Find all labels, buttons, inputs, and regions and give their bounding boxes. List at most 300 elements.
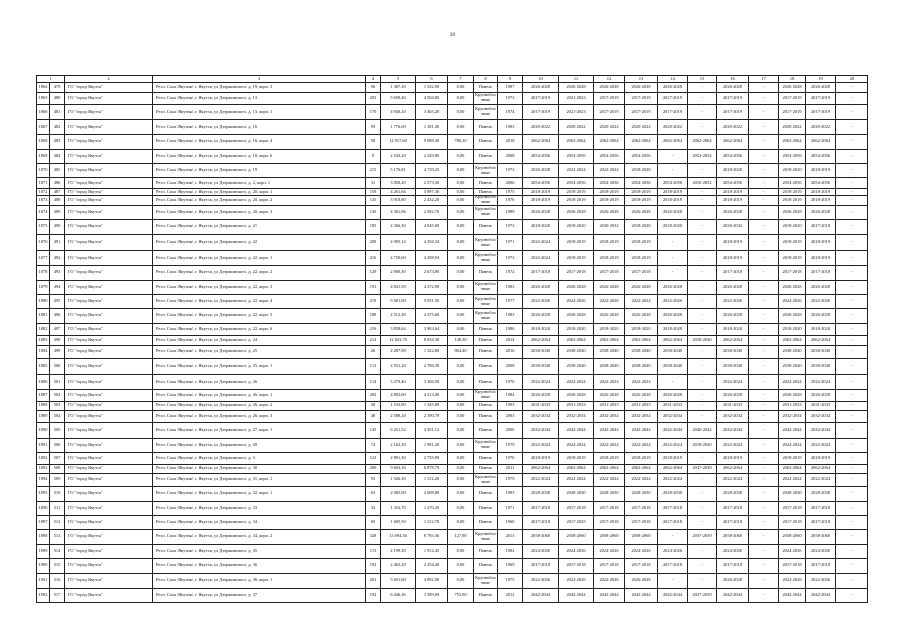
header-cell: 10 xyxy=(522,75,558,82)
header-cell: 2 xyxy=(64,75,152,82)
table-cell: 2022-2024 xyxy=(522,234,558,250)
table-cell: 2022-2026 xyxy=(805,573,835,588)
table-cell: 2 588,20 xyxy=(380,410,415,423)
table-cell: 2014 xyxy=(497,335,522,345)
table-cell: 2018-2019 xyxy=(778,234,805,250)
table-cell: 2026-2028 xyxy=(593,205,624,219)
table-cell: 2018-2019 xyxy=(593,234,624,250)
table-cell: 2018-2020 xyxy=(805,323,835,335)
table-cell: 2017-2018 xyxy=(624,265,657,280)
table-cell: 6 251,52 xyxy=(380,422,415,438)
table-cell: - xyxy=(687,265,716,280)
table-cell: ГО "город Якутск" xyxy=(64,308,152,323)
table-cell: 2058-2060 xyxy=(716,529,748,544)
table-cell: 493 xyxy=(49,265,64,280)
table-cell: 2054-2056 xyxy=(558,177,593,188)
table-cell: 2042-2044 xyxy=(522,588,558,604)
table-cell: Панель xyxy=(473,515,497,529)
table-cell: 2022-2024 xyxy=(593,473,624,486)
table-cell: 2062-2064 xyxy=(805,134,835,149)
table-cell: 2028-2030 xyxy=(593,486,624,501)
table-cell: 0,00 xyxy=(447,82,473,92)
table-cell: 2 390,70 xyxy=(415,410,447,423)
table-cell: 2 900,30 xyxy=(380,265,415,280)
table-cell: ГО "город Якутск" xyxy=(64,219,152,235)
table-cell: 4 504,80 xyxy=(415,92,447,105)
table-cell: 2 432,20 xyxy=(415,195,447,205)
table-cell: 1983 xyxy=(497,308,522,323)
table-cell: 2024-2026 xyxy=(716,544,748,559)
table-cell: 1864 xyxy=(36,82,49,92)
table-cell: 3 918,80 xyxy=(380,195,415,205)
table-cell: 0,00 xyxy=(447,265,473,280)
table-cell: - xyxy=(835,92,868,105)
table-cell: - xyxy=(687,308,716,323)
table-row xyxy=(36,119,868,134)
table-cell: 2022-2024 xyxy=(522,250,558,265)
table-cell: Крупноблочные xyxy=(473,205,497,219)
table-cell: 2018-2019 xyxy=(716,250,748,265)
table-cell: 0,00 xyxy=(447,464,473,474)
table-cell: 3 465,20 xyxy=(415,104,447,119)
table-cell: - xyxy=(687,573,716,588)
table-cell: 2054-2056 xyxy=(624,177,657,188)
table-cell: Респ. Саха /Якутия/, г. Якутск, ул Дзержинского, д. 22, корп. 3 xyxy=(152,280,365,295)
table-cell: 1979 xyxy=(497,473,522,486)
table-cell: 501 xyxy=(49,374,64,389)
table-cell: 2 008,80 xyxy=(415,486,447,501)
table-cell: 2017-2018 xyxy=(522,558,558,573)
table-cell: - xyxy=(687,205,716,219)
table-cell: 63 xyxy=(365,486,380,501)
table-cell: 2042-2044 xyxy=(657,588,687,604)
table-cell: 1883 xyxy=(36,335,49,345)
table-cell: 2018-2019 xyxy=(522,188,558,195)
table-cell: - xyxy=(835,358,868,374)
table-cell: Респ. Саха /Якутия/, г. Якутск, ул Дзержинского, д. 22, корп. 1 xyxy=(152,250,365,265)
table-cell: 9 603,30 xyxy=(380,464,415,474)
table-cell: 1897 xyxy=(36,515,49,529)
table-cell: 2022-2026 xyxy=(593,573,624,588)
table-cell: 2037-2039 xyxy=(687,529,716,544)
table-cell: ГО "город Якутск" xyxy=(64,452,152,464)
table-cell: Респ. Саха /Якутия/, г. Якутск, ул Дзержинского, д. 30 xyxy=(152,464,365,474)
table-cell: - xyxy=(657,573,687,588)
table-cell: 12 023,70 xyxy=(380,335,415,345)
table-cell: - xyxy=(835,234,868,250)
table-cell: 2031-2033 xyxy=(558,401,593,410)
table-cell: Респ. Саха /Якутия/, г. Якутск, ул Дзержинского, д. 34 xyxy=(152,515,365,529)
table-cell: 31 xyxy=(365,177,380,188)
table-cell: 2026-2028 xyxy=(558,389,593,401)
table-cell: Респ. Саха /Якутия/, г. Якутск, ул Дзержинского, д. 37 xyxy=(152,588,365,604)
table-cell: 495 xyxy=(49,294,64,308)
table-cell: 2017-2018 xyxy=(558,501,593,516)
table-cell: 2022-2024 xyxy=(624,438,657,453)
table-cell: Панель xyxy=(473,452,497,464)
table-cell: 2030-2032 xyxy=(593,219,624,235)
table-cell: 3 897,30 xyxy=(415,188,447,195)
table-cell: 2026-2028 xyxy=(805,280,835,295)
table-cell: - xyxy=(835,438,868,453)
table-cell: 2003 xyxy=(497,410,522,423)
table-cell: 2026-2028 xyxy=(716,82,748,92)
table-cell: Респ. Саха /Якутия/, г. Якутск, ул Дзержинского, д. 33 xyxy=(152,501,365,516)
table-cell: 2026-2028 xyxy=(778,389,805,401)
table-cell: 1879 xyxy=(36,280,49,295)
table-cell: 479 xyxy=(49,82,64,92)
table-cell: 129 xyxy=(365,265,380,280)
table-cell: 2028-2030 xyxy=(778,486,805,501)
table-cell: 2 891,30 xyxy=(380,452,415,464)
table-cell: - xyxy=(748,265,778,280)
table-cell: 1 181,30 xyxy=(415,119,447,134)
table-cell: 4 802,60 xyxy=(380,389,415,401)
table-cell: - xyxy=(657,250,687,265)
table-cell: Крупноблочные xyxy=(473,195,497,205)
table-cell: 1984 xyxy=(497,389,522,401)
table-cell: - xyxy=(748,92,778,105)
table-cell: 3 858,64 xyxy=(380,323,415,335)
table-cell: 1874 xyxy=(36,205,49,219)
table-cell: - xyxy=(835,473,868,486)
table-cell: 2018-2019 xyxy=(657,195,687,205)
table-cell: 2018-2019 xyxy=(805,250,835,265)
table-cell: 2031-2033 xyxy=(716,401,748,410)
table-cell: 2018-2019 xyxy=(624,250,657,265)
table-cell: 1 316,70 xyxy=(380,501,415,516)
table-cell: 503 xyxy=(49,401,64,410)
table-cell: 1902 xyxy=(36,588,49,604)
table-cell: - xyxy=(835,119,868,134)
table-cell: 2018-2020 xyxy=(624,323,657,335)
table-cell: Респ. Саха /Якутия/, г. Якутск, ул Дзержинского, д. 22 xyxy=(152,234,365,250)
table-cell: 2026-2028 xyxy=(805,308,835,323)
table-cell: 515 xyxy=(49,558,64,573)
table-cell: 0,00 xyxy=(447,280,473,295)
table-cell: - xyxy=(748,82,778,92)
table-cell: 4 294,34 xyxy=(415,234,447,250)
table-cell: 2031-2033 xyxy=(805,401,835,410)
table-cell: 1976 xyxy=(497,374,522,389)
table-cell: 482 xyxy=(49,119,64,134)
table-cell: Респ. Саха /Якутия/, г. Якутск, ул Дзержинского, д. 25 xyxy=(152,345,365,359)
table-cell: ГО "город Якутск" xyxy=(64,464,152,474)
table-cell: 2032-2034 xyxy=(805,410,835,423)
header-cell: 6 xyxy=(415,75,447,82)
table-cell: 58 xyxy=(365,134,380,149)
table-cell: 2024-2026 xyxy=(558,544,593,559)
table-cell: 2017-2018 xyxy=(805,558,835,573)
table-cell: 2022-2024 xyxy=(558,438,593,453)
table-cell: 2030-2032 xyxy=(716,219,748,235)
table-cell: 2032-2034 xyxy=(593,410,624,423)
table-cell: 2018-2019 xyxy=(657,188,687,195)
table-cell: Респ. Саха /Якутия/, г. Якутск, ул Дзержинского, д. 22, корп. 4 xyxy=(152,294,365,308)
header-cell: 4 xyxy=(365,75,380,82)
table-cell: Респ. Саха /Якутия/, г. Якутск, ул Дзержинского, д. 31, корп. 1 xyxy=(152,473,365,486)
table-cell: 2054-2056 xyxy=(778,149,805,164)
table-cell: 1 512,20 xyxy=(415,473,447,486)
table-cell: 2042-2044 xyxy=(558,422,593,438)
table-cell: 2062-2064 xyxy=(687,134,716,149)
table-cell: 2031-2033 xyxy=(657,401,687,410)
table-cell: 5 601,60 xyxy=(380,573,415,588)
table-cell: 4 361,06 xyxy=(380,205,415,219)
table-cell: 485 xyxy=(49,163,64,177)
table-cell: 215 xyxy=(365,163,380,177)
table-cell: 2042-2044 xyxy=(624,588,657,604)
table-cell: 2017-2019 xyxy=(624,92,657,105)
table-cell: - xyxy=(687,195,716,205)
table-cell: 3 589,09 xyxy=(415,588,447,604)
table-cell: 2026-2028 xyxy=(716,389,748,401)
table-cell: - xyxy=(835,195,868,205)
table-cell: 191 xyxy=(365,280,380,295)
table-cell: - xyxy=(748,374,778,389)
table-cell: - xyxy=(748,438,778,453)
table-cell: - xyxy=(748,452,778,464)
table-cell: 0,00 xyxy=(447,188,473,195)
table-cell: 209 xyxy=(365,234,380,250)
table-cell: 2032-2034 xyxy=(778,410,805,423)
table-cell: 1893 xyxy=(36,464,49,474)
table-cell: - xyxy=(657,149,687,164)
table-cell: 2022-2026 xyxy=(522,294,558,308)
table-cell: Панель xyxy=(473,265,497,280)
table-cell: 0,00 xyxy=(447,486,473,501)
header-cell: 17 xyxy=(748,75,778,82)
table-cell: - xyxy=(687,558,716,573)
table-cell: Панель xyxy=(473,422,497,438)
table-cell: 2026-2028 xyxy=(716,205,748,219)
table-cell: - xyxy=(835,265,868,280)
table-row xyxy=(36,205,868,219)
table-cell: 2024-2026 xyxy=(778,544,805,559)
table-cell: Респ. Саха /Якутия/, г. Якутск, ул Дзержинского, д. 18, корп. 6 xyxy=(152,149,365,164)
table-cell: Крупноблочные xyxy=(473,250,497,265)
table-row xyxy=(36,195,868,205)
repair-schedule-table xyxy=(36,75,868,603)
table-cell: 2018-2020 xyxy=(593,323,624,335)
table-cell: - xyxy=(835,464,868,474)
table-cell: - xyxy=(748,308,778,323)
table-cell: Крупноблочные xyxy=(473,438,497,453)
table-row xyxy=(36,452,868,464)
table-cell: 2038-2040 xyxy=(687,335,716,345)
header-cell: 14 xyxy=(657,75,687,82)
table-cell: 2018-2019 xyxy=(805,163,835,177)
table-cell: 0,00 xyxy=(447,163,473,177)
table-cell: 2018-2019 xyxy=(593,250,624,265)
table-cell: 2054-2056 xyxy=(522,177,558,188)
table-cell: 4 366,30 xyxy=(380,219,415,235)
table-cell: 6 878,70 xyxy=(415,464,447,474)
table-cell: - xyxy=(748,134,778,149)
table-cell: 1887 xyxy=(36,389,49,401)
table-cell: 2058-2060 xyxy=(778,529,805,544)
table-cell: ГО "город Якутск" xyxy=(64,250,152,265)
table-cell: 2038-2040 xyxy=(558,345,593,359)
table-cell: ГО "город Якутск" xyxy=(64,573,152,588)
table-cell: 0,00 xyxy=(447,515,473,529)
table-cell: 2022-2024 xyxy=(593,163,624,177)
table-cell: 2062-2064 xyxy=(593,134,624,149)
table-cell: 4 892,90 xyxy=(415,573,447,588)
table-cell: 0,00 xyxy=(447,195,473,205)
table-cell: 1993 xyxy=(497,401,522,410)
table-cell: - xyxy=(835,280,868,295)
table-cell: Панель xyxy=(473,588,497,604)
table-cell: 2017-2018 xyxy=(657,501,687,516)
table-cell: 489 xyxy=(49,205,64,219)
table-row xyxy=(36,177,868,188)
table-cell: 2017-2018 xyxy=(593,558,624,573)
table-cell: 115 xyxy=(365,544,380,559)
table-cell: 1870 xyxy=(36,163,49,177)
table-cell: 0,00 xyxy=(447,501,473,516)
table-cell: - xyxy=(687,515,716,529)
table-cell: 2 755,90 xyxy=(415,452,447,464)
table-cell: 0,00 xyxy=(447,374,473,389)
table-row xyxy=(36,438,868,453)
table-cell: Респ. Саха /Якутия/, г. Якутск, ул Дзержинского, д. 34, корп. 2 xyxy=(152,529,365,544)
table-cell: 1868 xyxy=(36,134,49,149)
table-cell: 1900 xyxy=(36,558,49,573)
table-cell: 114 xyxy=(365,374,380,389)
table-cell: 2058-2060 xyxy=(522,529,558,544)
table-cell: Респ. Саха /Якутия/, г. Якутск, ул Дзержинского, д. 22, корп. 2 xyxy=(152,265,365,280)
table-cell: 1895 xyxy=(36,486,49,501)
table-cell: ГО "город Якутск" xyxy=(64,82,152,92)
table-row xyxy=(36,134,868,149)
table-cell: 497 xyxy=(49,323,64,335)
table-cell: 2013 xyxy=(497,529,522,544)
table-cell: 2038-2040 xyxy=(778,358,805,374)
table-cell: 0,00 xyxy=(447,410,473,423)
table-cell: - xyxy=(748,219,778,235)
table-cell: 0,00 xyxy=(447,219,473,235)
table-cell: 201 xyxy=(365,573,380,588)
table-cell: 2062-2064 xyxy=(593,464,624,474)
table-cell: Крупноблочные xyxy=(473,473,497,486)
table-cell: 2017-2019 xyxy=(593,92,624,105)
table-cell: 2026-2028 xyxy=(522,82,558,92)
table-cell: 2062-2064 xyxy=(805,464,835,474)
table-cell: 59 xyxy=(365,119,380,134)
table-cell: 2022-2026 xyxy=(558,573,593,588)
table-cell: Респ. Саха /Якутия/, г. Якутск, ул Дзержинского, д. 25, корп. 1 xyxy=(152,358,365,374)
table-cell: 2022-2024 xyxy=(624,294,657,308)
table-cell: Респ. Саха /Якутия/, г. Якутск, ул Дзержинского, д. 3 xyxy=(152,452,365,464)
table-cell: - xyxy=(657,529,687,544)
table-cell: Панель xyxy=(473,544,497,559)
table-cell: 2018-2019 xyxy=(805,195,835,205)
table-cell: 2017-2019 xyxy=(716,104,748,119)
table-cell: ГО "город Якутск" xyxy=(64,486,152,501)
table-cell: 2062-2064 xyxy=(716,134,748,149)
table-cell: 214 xyxy=(365,335,380,345)
table-cell: 2017-2018 xyxy=(624,515,657,529)
table-cell: ГО "город Якутск" xyxy=(64,358,152,374)
table-cell: - xyxy=(835,486,868,501)
table-cell: 2026-2028 xyxy=(624,82,657,92)
table-cell: 2026-2028 xyxy=(558,280,593,295)
table-row xyxy=(36,294,868,308)
table-row xyxy=(36,473,868,486)
table-cell: - xyxy=(687,234,716,250)
table-cell: - xyxy=(748,280,778,295)
table-cell: 2017-2018 xyxy=(805,501,835,516)
table-cell: 3 279,40 xyxy=(380,374,415,389)
table-cell: 2038-2040 xyxy=(593,345,624,359)
table-cell: ГО "город Якутск" xyxy=(64,438,152,453)
table-cell: 2006 xyxy=(497,177,522,188)
table-cell: 1898 xyxy=(36,529,49,544)
table-cell: 1973 xyxy=(497,219,522,235)
table-cell: 2022-2026 xyxy=(778,573,805,588)
table-cell: 2020-2022 xyxy=(522,119,558,134)
table-cell: 2018-2020 xyxy=(657,219,687,235)
table-cell: - xyxy=(748,473,778,486)
table-cell: 2058-2060 xyxy=(805,529,835,544)
table-cell: 2026-2028 xyxy=(624,389,657,401)
table-cell: ГО "город Якутск" xyxy=(64,422,152,438)
table-cell: 2038-2040 xyxy=(716,358,748,374)
table-cell: 2031-2033 xyxy=(522,401,558,410)
table-cell: Респ. Саха /Якутия/, г. Якутск, ул Дзержинского, д. 36, корп. 1 xyxy=(152,573,365,588)
table-cell: - xyxy=(835,558,868,573)
table-cell: 2018-2020 xyxy=(522,323,558,335)
table-cell: Панель xyxy=(473,149,497,164)
table-cell: 2026-2028 xyxy=(593,280,624,295)
table-cell: 2017-2019 xyxy=(778,92,805,105)
table-cell: 2026-2028 xyxy=(657,280,687,295)
table-cell: 2020-2022 xyxy=(716,119,748,134)
table-cell: - xyxy=(835,323,868,335)
table-row xyxy=(36,389,868,401)
table-cell: 6 446,36 xyxy=(380,588,415,604)
table-cell: 1877 xyxy=(36,250,49,265)
table-cell: 2058-2060 xyxy=(624,529,657,544)
table-cell: 2017-2018 xyxy=(805,265,835,280)
table-cell: 2017-2019 xyxy=(805,104,835,119)
table-cell: 2017-2018 xyxy=(716,515,748,529)
table-cell: 2018-2020 xyxy=(522,219,558,235)
table-cell: Респ. Саха /Якутия/, г. Якутск, ул Дзержинского, д. 26, корп. 2 xyxy=(152,401,365,410)
table-cell: 2042-2044 xyxy=(778,588,805,604)
table-cell: 506 xyxy=(49,438,64,453)
table-cell: 488 xyxy=(49,195,64,205)
table-cell: 2018-2019 xyxy=(716,195,748,205)
table-cell: 2018-2019 xyxy=(558,188,593,195)
table-cell: 2062-2064 xyxy=(778,335,805,345)
table-cell: 2022-2024 xyxy=(522,438,558,453)
header-cell: 12 xyxy=(593,75,624,82)
table-cell: 1993 xyxy=(497,486,522,501)
table-cell: 1886 xyxy=(36,374,49,389)
table-cell: 8 xyxy=(365,149,380,164)
table-cell: 2022-2026 xyxy=(716,294,748,308)
table-cell: - xyxy=(687,323,716,335)
table-cell: - xyxy=(687,452,716,464)
table-cell: 2054-2056 xyxy=(805,177,835,188)
table-cell: 2062-2064 xyxy=(558,464,593,474)
table-cell: 2058-2060 xyxy=(593,529,624,544)
table-cell: 2042-2044 xyxy=(558,588,593,604)
table-cell: Респ. Саха /Якутия/, г. Якутск, ул Дзержинского, д. 36 xyxy=(152,558,365,573)
table-cell: 2038-2040 xyxy=(657,358,687,374)
